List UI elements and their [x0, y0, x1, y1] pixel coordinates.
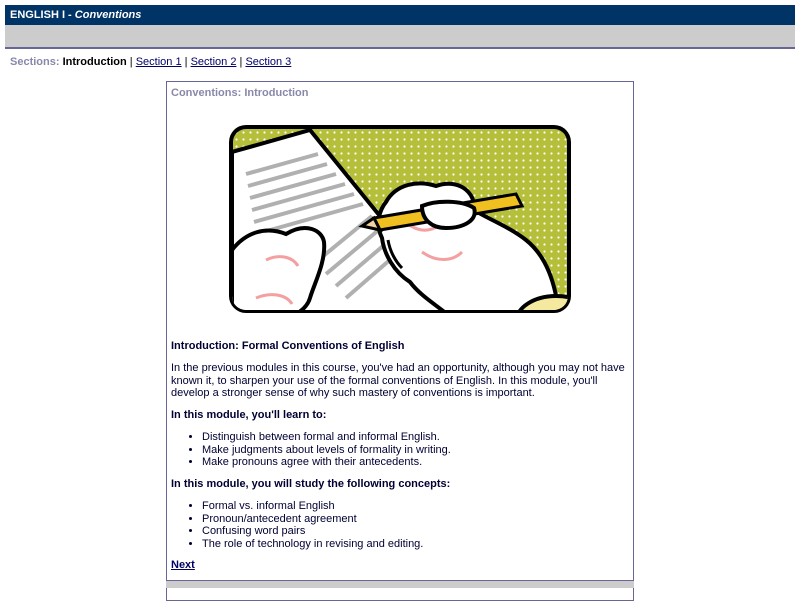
section-2-link[interactable]: Section 2 [190, 56, 237, 68]
section-nav [10, 56, 291, 69]
course-title: ENGLISH I - [10, 9, 75, 21]
list-item: • Confusing word pairs [202, 525, 631, 538]
current-section: Introduction [62, 56, 127, 68]
list-item: • Formal vs. informal English [202, 500, 631, 513]
learn-heading: In this module, you'll learn to: [171, 408, 327, 421]
course-header [5, 5, 795, 25]
panel-content [171, 340, 631, 571]
section-3-link[interactable]: Section 3 [245, 56, 292, 68]
content-heading: Introduction: Formal Conventions of English [171, 340, 405, 352]
content-panel [166, 81, 634, 601]
nav-separator: | [184, 56, 188, 68]
section-1-link[interactable]: Section 1 [135, 56, 182, 68]
next-link[interactable]: Next [171, 559, 195, 571]
panel-title: Conventions: Introduction [171, 87, 309, 99]
list-item: • Make judgments about levels of formality in writing. [202, 444, 631, 457]
nav-separator: | [239, 56, 243, 68]
concepts-list [171, 500, 631, 550]
list-item: • The role of technology in revising and editing. [202, 538, 631, 551]
panel-footer-strip [166, 580, 634, 588]
list-item: • Distinguish between formal and informal English. [202, 431, 631, 444]
toolbar-strip [5, 25, 795, 49]
intro-paragraph: In the previous modules in this course, you've had an opportunity, although you may not have known it, to sharpen your use of the formal conventions of English. In this module, you'll develop a stronger sense of why such mastery of conventions is important. [171, 362, 625, 399]
nav-separator: | [129, 56, 133, 68]
concepts-heading: In this module, you will study the following concepts: [171, 477, 451, 490]
list-item: • Make pronouns agree with their antecedents. [202, 456, 631, 469]
sections-label: Sections: [10, 56, 60, 68]
hand-writing-icon [226, 122, 574, 316]
module-title: Conventions [74, 9, 142, 21]
learn-list [171, 431, 631, 469]
list-item: • Pronoun/antecedent agreement [202, 513, 631, 526]
